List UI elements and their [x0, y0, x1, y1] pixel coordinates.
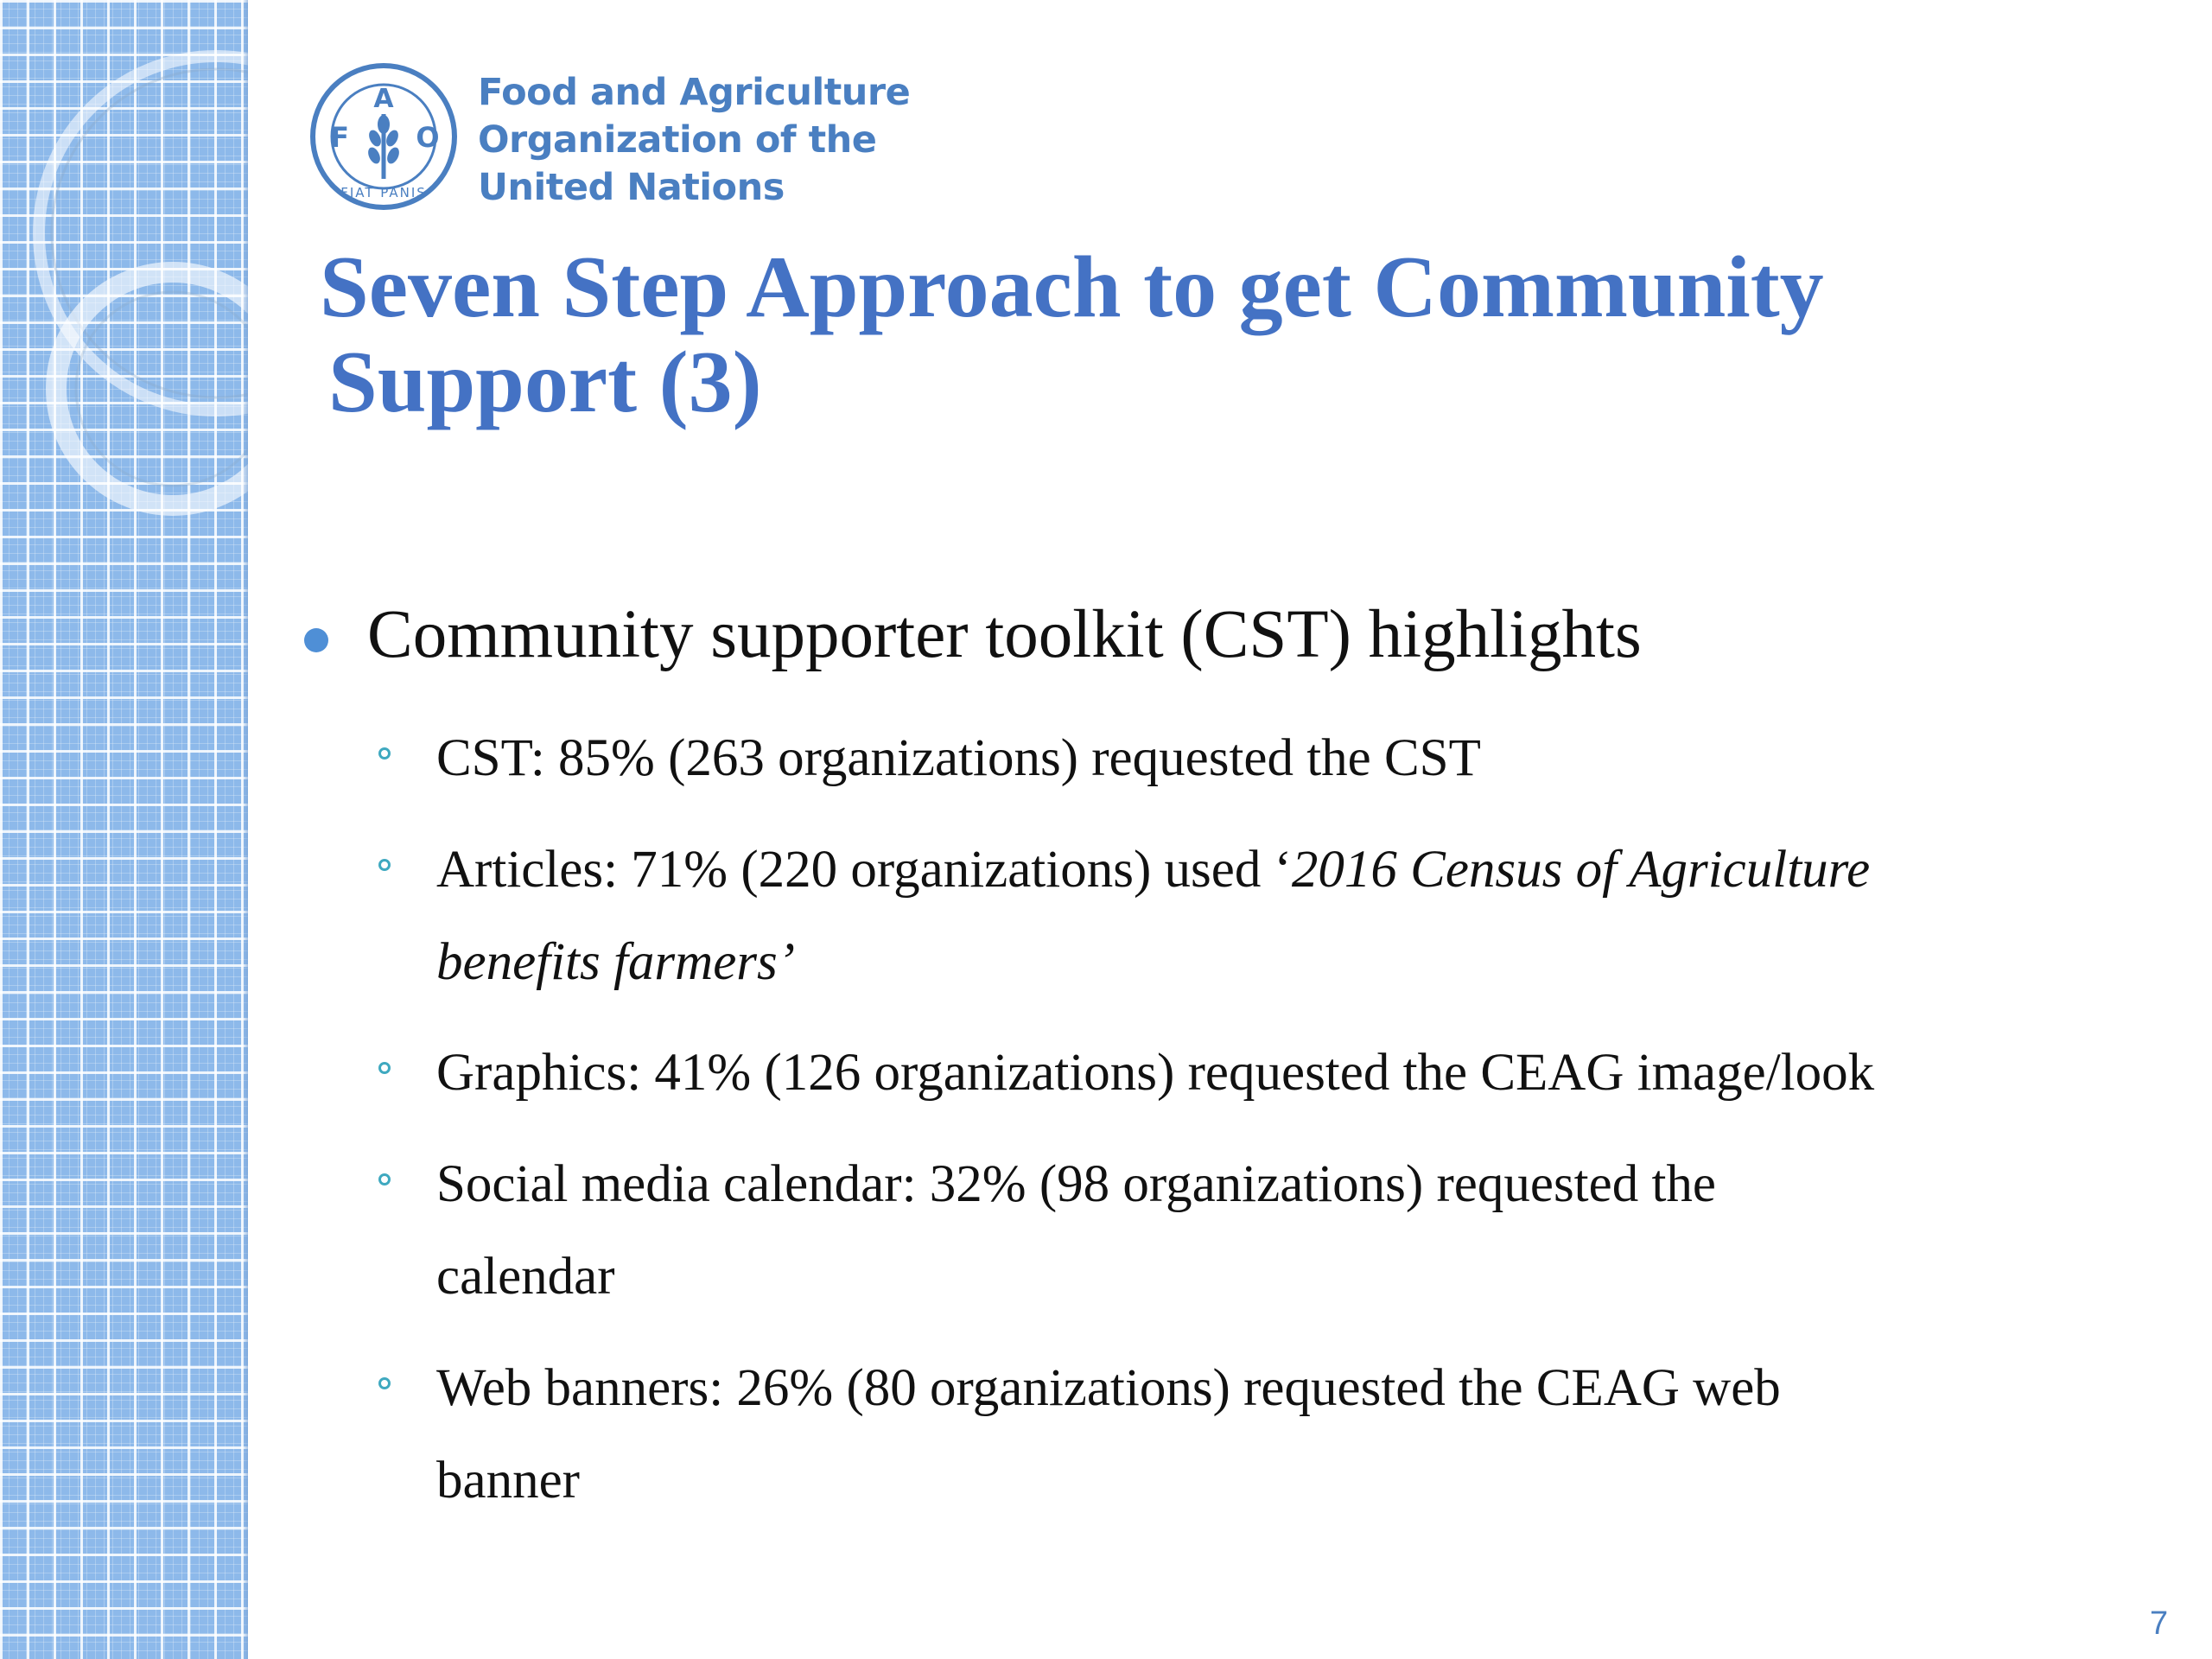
- logo-line-2: Organization of the: [478, 118, 877, 162]
- sub-bullet-circle-icon: [378, 1173, 391, 1185]
- sub-bullet-circle-icon: [378, 747, 391, 760]
- slide-title-line-2: Support (3): [328, 334, 762, 431]
- sub-bullet-cst: CST: 85% (263 organizations) requested the CST: [436, 729, 1481, 787]
- logo-line-1: Food and Agriculture: [478, 71, 911, 114]
- sub-bullet-articles: [436, 823, 1870, 917]
- articles-prefix: Articles: 71% (220 organizations) used ‘: [436, 841, 1292, 899]
- sub-bullet-graphics: Graphics: 41% (126 organizations) requested the CEAG image/look: [436, 1044, 1875, 1102]
- sub-bullet-articles-continued: benefits farmers’: [436, 933, 796, 991]
- main-bullet-dot-icon: [304, 628, 328, 652]
- articles-italic-title: 2016 Census of Agriculture: [1291, 841, 1871, 899]
- sub-bullet-circle-icon: [378, 1062, 391, 1074]
- page-number: 7: [2150, 1605, 2169, 1642]
- slide-title-line-1: Seven Step Approach to get Community: [320, 238, 1824, 336]
- sub-bullet-circle-icon: [378, 859, 391, 871]
- emblem-letter-o: O: [416, 121, 440, 154]
- emblem-motto: FIAT PANIS: [340, 185, 427, 200]
- emblem-letter-f: F: [330, 121, 349, 154]
- sub-bullet-web-banners-continued: banner: [436, 1452, 580, 1510]
- logo-line-3: United Nations: [478, 166, 785, 209]
- emblem-letter-a: A: [373, 84, 394, 114]
- sub-bullet-circle-icon: [378, 1377, 391, 1389]
- sub-bullet-social-media: Social media calendar: 32% (98 organizations) requested the: [436, 1155, 1716, 1213]
- sub-bullet-web-banners: Web banners: 26% (80 organizations) requested the CEAG web: [436, 1359, 1781, 1417]
- main-bullet-text: Community supporter toolkit (CST) highlights: [367, 597, 1642, 672]
- sub-bullet-social-media-continued: calendar: [436, 1248, 615, 1306]
